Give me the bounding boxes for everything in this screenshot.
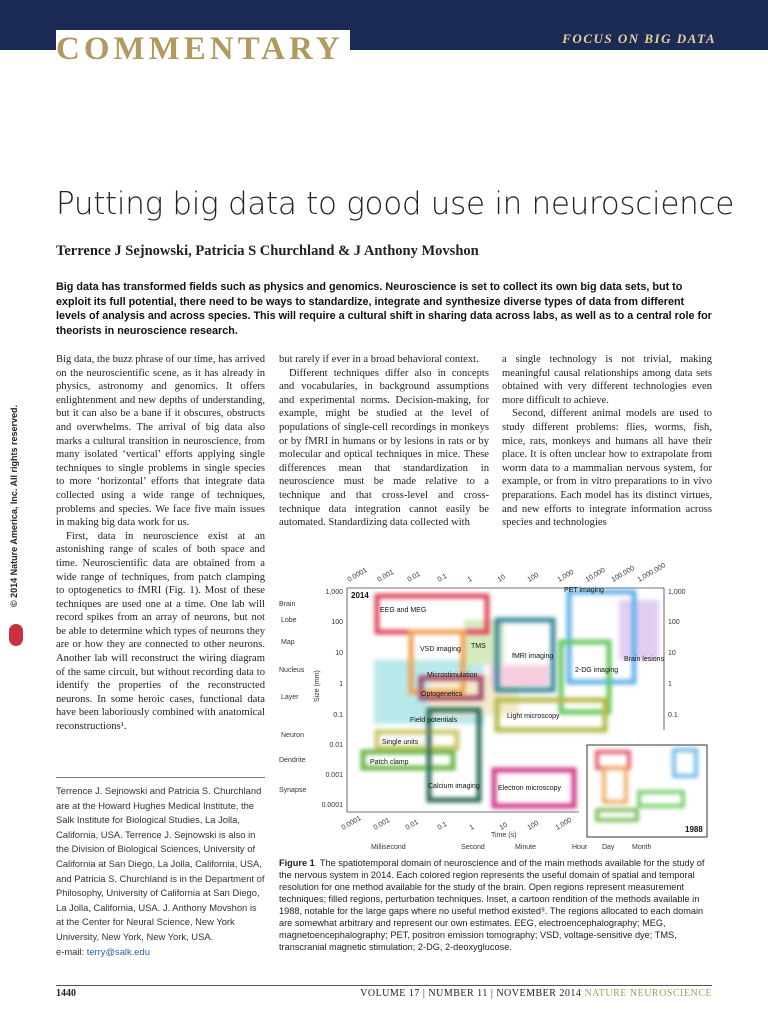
method-label: Electron microscopy <box>498 785 562 792</box>
article-authors: Terrence J Sejnowski, Patricia S Churchland & J Anthony Movshon <box>56 243 479 259</box>
y-tick: 10 <box>335 650 343 657</box>
main-year-label: 2014 <box>351 591 369 600</box>
y-tick: 0.001 <box>325 772 343 779</box>
email-label: e-mail: <box>56 945 87 957</box>
body-paragraph: Different techniques differ also in concepts and vocabularies, in background assumptions and experimental norms. Decision-making, for example, might be studied at the level of populations of single-cell recordings in monkeys or by fMRI in humans or by lesions in rats or by molecular and optical techniques in mice. These differences mean that standardization in neuroscience must be made relative to a technique and that cross-level and cross-technique data integration cannot easily be automated. Standardizing data collected with <box>279 367 489 529</box>
bottom-x-tick: 0.01 <box>404 818 420 832</box>
bottom-x-tick: 0.0001 <box>340 814 363 832</box>
column-1 <box>56 353 265 734</box>
y-tick: 1,000 <box>325 589 343 596</box>
body-paragraph: but rarely if ever in a broad behavioral context. <box>279 354 479 365</box>
body-paragraph: First, data in neuroscience exist at an astonishing range of scales of both space and time. Neuroscientific data are obtained from a wide range of techniques, from patch clamping to optogenetics to fMRI (Fig. 1). Most of these techniques are used one at a time. One lab will record spikes from an array of neurons, but not be able to determine which types of neurons they are or how they are connected to other neurons. Another lab will reconstruct the wiring diagram of the same circuit, but without recording data to identify the properties of the reconstructed neurons. In some heroic cases, functional data have been laboriously combined with anatomical reconstructions¹. <box>56 530 265 733</box>
method-label: TMS <box>471 643 486 650</box>
time-unit-label: Hour <box>572 844 588 851</box>
y-tick: 100 <box>331 619 343 626</box>
x-axis-label: Time (s) <box>491 832 517 839</box>
top-x-tick: 0.001 <box>376 568 396 584</box>
bottom-x-tick: 10 <box>498 821 509 832</box>
bottom-x-tick: 100 <box>526 819 541 832</box>
method-label: Light microscopy <box>507 713 560 720</box>
method-label: fMRI imaging <box>512 653 554 660</box>
column-2 <box>279 353 489 530</box>
time-unit-label: Month <box>632 844 652 851</box>
article-title: Putting big data to good use in neuroscience <box>56 186 734 222</box>
y-tick: 0.1 <box>333 712 343 719</box>
method-label: Calcium imaging <box>428 783 480 790</box>
journal-name: NATURE NEUROSCIENCE <box>584 988 712 999</box>
figure-caption <box>279 857 712 953</box>
level-label: Brain <box>279 601 296 608</box>
level-label: Layer <box>281 694 299 701</box>
top-x-tick: 0.1 <box>436 572 449 584</box>
focus-label: FOCUS ON BIG DATA <box>562 31 716 46</box>
time-unit-label: Millisecond <box>371 844 406 851</box>
inset-year-label: 1988 <box>685 825 703 834</box>
top-x-tick: 1,000,000 <box>636 562 667 584</box>
bottom-x-tick: 1,000 <box>554 816 574 832</box>
y-axis-label: Size (mm) <box>314 670 321 702</box>
method-label: Patch clamp <box>370 759 409 766</box>
top-x-tick: 100 <box>526 571 541 584</box>
caption-label: Figure 1 <box>279 858 315 868</box>
right-y-tick: 1,000 <box>668 589 686 596</box>
author-affiliations <box>56 784 265 959</box>
level-label: Lobe <box>281 617 297 624</box>
time-unit-label: Second <box>461 844 485 851</box>
email-link[interactable]: terry@salk.edu <box>86 945 150 957</box>
method-label: EEG and MEG <box>380 607 427 614</box>
bottom-x-tick: 0.1 <box>436 820 449 832</box>
copyright-text: © 2014 Nature America, Inc. All rights reserved. <box>9 404 19 607</box>
method-label: Single units <box>382 739 419 746</box>
copyright-notice <box>2 370 24 610</box>
level-label: Map <box>281 639 295 646</box>
top-x-tick: 10,000 <box>584 566 607 584</box>
volume-info: VOLUME 17 | NUMBER 11 | NOVEMBER 2014 <box>360 988 585 999</box>
method-label: Field potentials <box>410 717 458 724</box>
level-label: Nucleus <box>279 667 305 674</box>
column-3 <box>502 353 712 530</box>
affiliation-text: Terrence J. Sejnowski and Patricia S. Churchland are at the Howard Hughes Medical Institute, the Salk Institute for Biological Studies, La Jolla, California, USA. Terrence J. Sejnowski is also in the Division of Biological Sciences, University of California at San Diego, La Jolla, California, USA, and Patricia S. Churchland is in the Department of Philosophy, University of California at San Diego, La Jolla, California, USA. J. Anthony Movshon is at the Center for Neural Science, New York University, New York, New York, USA. <box>56 785 265 942</box>
top-x-tick: 1,000 <box>556 568 576 584</box>
journal-info <box>360 988 712 999</box>
right-y-tick: 10 <box>668 650 676 657</box>
right-y-tick: 0.1 <box>668 712 678 719</box>
bio-divider <box>56 777 265 778</box>
caption-text: The spatiotemporal domain of neuroscience and of the main methods available for the study of the nervous system in 2014. Each colored region represents the useful domain of spatial and temporal resolution for one method available for the study of the brain. Open regions represent measurement techniques; filled regions, perturbation techniques. Inset, a cartoon rendition of the methods available in 1988, notable for the large gaps where no useful method existed⁹. The regions allocated to each domain are somewhat arbitrary and represent our own estimates. EEG, electroencephalography; MEG, magnetoencephalography; PET, positron emission tomography; VSD, voltage-sensitive dye; TMS, transcranial magnetic stimulation; 2-DG, 2-deoxyglucose. <box>279 858 705 952</box>
top-x-tick: 0.0001 <box>346 566 369 584</box>
y-tick: 0.0001 <box>321 802 343 809</box>
right-y-tick: 1 <box>668 681 672 688</box>
top-x-tick: 0.01 <box>406 570 422 584</box>
method-label: PET imaging <box>564 587 604 594</box>
method-label: VSD imaging <box>420 646 461 653</box>
figure-1-graphic <box>279 560 712 855</box>
y-tick: 1 <box>339 681 343 688</box>
top-x-tick: 10 <box>496 573 507 584</box>
body-paragraph: Big data, the buzz phrase of our time, has arrived on the neuroscientific scene, as it has already in physics, astronomy and genomics. It offers enlightenment and new depths of understanding, but it can also be a bane if it obscures, obstructs and overwhelms. The arrival of big data also marks a cultural transition in neuroscience, from many isolated ‘vertical’ efforts applying single techniques to single problems in single species to more ‘horizontal’ efforts that integrate data collected using a wide range of techniques, problems and species. We face five main issues in making big data work for us. <box>56 354 265 529</box>
section-label: COMMENTARY <box>56 30 350 68</box>
method-label: Microstimulation <box>427 672 478 679</box>
time-unit-label: Minute <box>515 844 537 851</box>
footer-divider <box>56 985 712 986</box>
method-label: Brain lesions <box>624 656 665 663</box>
body-paragraph: Second, different animal models are used to study different problems: flies, worms, fish, mice, rats, monkeys and humans all have their place. It is often unclear how to extrapolate from worm data to a mammalian nervous system, for example, or from in vitro preparations to in vivo preparations. Each model has its distinct virtues, and new efforts to integrate information across species and technologies <box>502 408 712 529</box>
method-label: Optogenetics <box>421 691 463 698</box>
level-label: Dendrite <box>279 757 306 764</box>
page-number: 1440 <box>56 988 76 999</box>
bottom-x-tick: 1 <box>468 823 476 832</box>
article-abstract: Big data has transformed fields such as physics and genomics. Neuroscience is set to collect its own big data sets, but to exploit its full potential, there need to be ways to standardize, integrate and synthesize diverse types of data from different levels of analysis and across species. This will require a cultural shift in sharing data across labs, as well as to a central role for theorists in neuroscience research. <box>56 281 712 337</box>
figure-1 <box>279 560 712 855</box>
level-label: Neuron <box>281 732 304 739</box>
npg-logo-icon <box>9 624 23 646</box>
y-tick: 0.01 <box>329 742 343 749</box>
right-y-tick: 100 <box>668 619 680 626</box>
method-label: 2-DG imaging <box>575 667 619 674</box>
bottom-x-tick: 0.001 <box>372 816 392 832</box>
top-x-tick: 1 <box>466 575 474 584</box>
body-paragraph: a single technology is not trivial, making meaningful causal relationships among data sets obtained with very different technologies even more difficult to achieve. <box>502 354 712 406</box>
top-x-tick: 100,000 <box>610 565 636 584</box>
time-unit-label: Day <box>602 844 615 851</box>
level-label: Synapse <box>279 787 307 794</box>
